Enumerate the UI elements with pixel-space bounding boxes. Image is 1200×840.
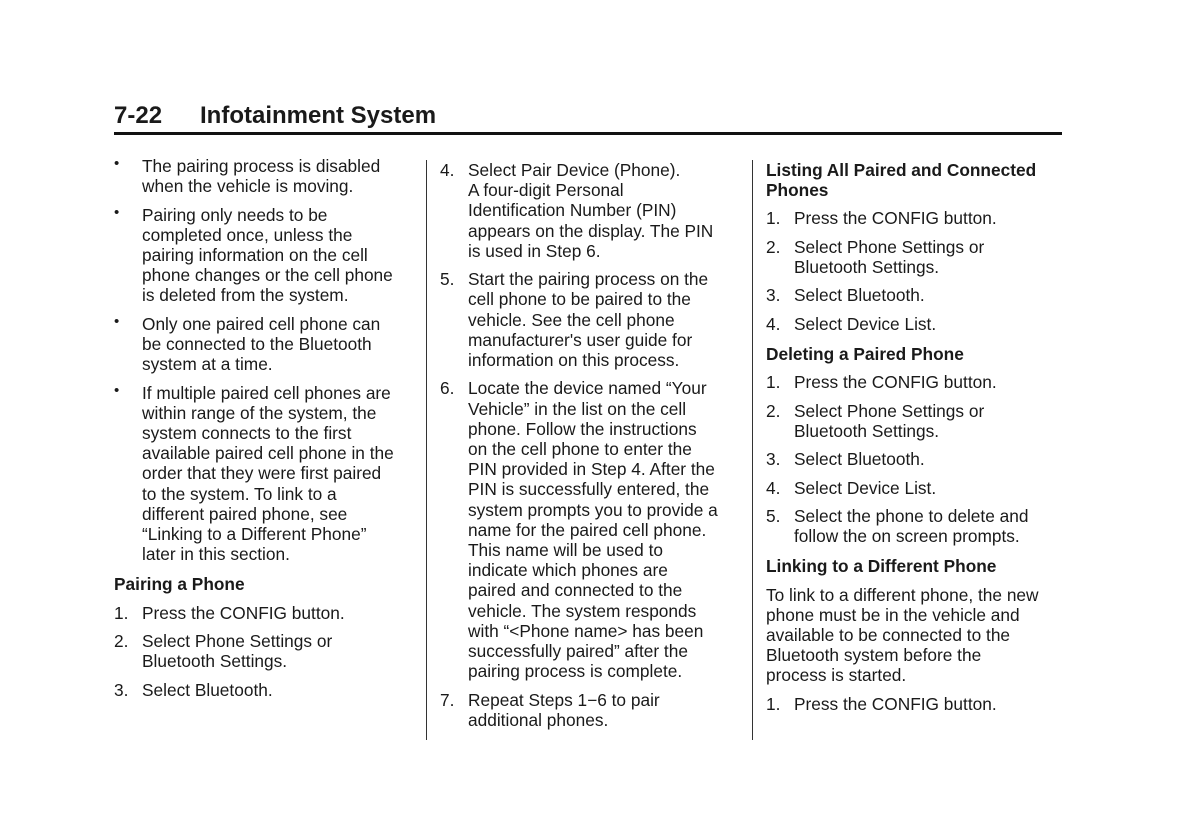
step-item xyxy=(114,680,414,700)
step-item xyxy=(440,378,740,681)
item-text-line: indicate which phones are xyxy=(468,560,668,581)
item-text-line: Press the CONFIG button. xyxy=(794,208,997,229)
step-item xyxy=(440,269,740,370)
item-text-line: system at a time. xyxy=(142,354,273,375)
step-item xyxy=(766,694,1066,714)
item-text-line: is deleted from the system. xyxy=(142,285,349,306)
step-number: 1. xyxy=(766,693,781,714)
item-text-line: phone changes or the cell phone xyxy=(142,265,393,286)
step-item xyxy=(440,160,740,261)
item-text-line: successfully paired” after the xyxy=(468,641,688,662)
item-text-line: when the vehicle is moving. xyxy=(142,176,354,197)
step-number: 2. xyxy=(766,236,781,257)
item-text-line: follow the on screen prompts. xyxy=(794,526,1020,547)
item-text xyxy=(468,269,740,370)
step-number: 2. xyxy=(766,400,781,421)
item-text-line: Select Phone Settings or xyxy=(142,631,333,652)
step-number: 4. xyxy=(766,477,781,498)
item-text-line: If multiple paired cell phones are xyxy=(142,382,391,403)
item-text-line: system connects to the first xyxy=(142,423,352,443)
item-text xyxy=(142,603,414,623)
item-text-line: on the cell phone to enter the xyxy=(468,439,692,460)
item-text-line: PIN provided in Step 4. After the xyxy=(468,459,715,480)
item-text-line: vehicle. See the cell phone xyxy=(468,309,675,330)
section-title: Infotainment System xyxy=(200,102,437,129)
step-number: 2. xyxy=(114,631,129,652)
step-item xyxy=(114,603,414,623)
item-text-line: to the system. To link to a xyxy=(142,483,337,504)
step-number: 3. xyxy=(766,449,781,470)
item-text-line: manufacturer's user guide for xyxy=(468,329,693,350)
step-item xyxy=(766,372,1066,392)
item-text-line: “Linking to a Different Phone” xyxy=(142,524,367,545)
bullet-marker: • xyxy=(114,203,120,221)
item-text-line: Locate the device named “Your xyxy=(468,378,707,399)
paragraph-line: Bluetooth system before the xyxy=(766,645,982,666)
item-text xyxy=(794,449,1066,469)
step-number: 5. xyxy=(440,269,455,290)
step-item xyxy=(766,208,1066,228)
item-text xyxy=(794,506,1066,546)
item-text-line: Pairing only needs to be xyxy=(142,204,328,225)
item-text-line: cell phone to be paired to the xyxy=(468,289,691,310)
item-text xyxy=(142,314,414,375)
column-middle xyxy=(440,156,740,738)
column-left xyxy=(114,156,414,708)
column-divider-left xyxy=(426,160,427,740)
item-text-line: Select Pair Device (Phone). xyxy=(468,160,681,180)
step-item xyxy=(114,631,414,671)
column-right xyxy=(766,156,1066,722)
item-text-line: Select Device List. xyxy=(794,313,937,334)
step-item xyxy=(440,690,740,730)
item-text-line: completed once, unless the xyxy=(142,224,353,245)
item-text-line: appears on the display. The PIN xyxy=(468,220,714,241)
subheading xyxy=(766,344,1066,364)
item-text-line: Press the CONFIG button. xyxy=(142,602,345,623)
item-text-line: additional phones. xyxy=(468,709,609,730)
item-text xyxy=(142,156,414,196)
item-text-line: Select Bluetooth. xyxy=(794,285,925,306)
step-number: 1. xyxy=(766,372,781,393)
item-text-line: later in this section. xyxy=(142,544,290,565)
step-item xyxy=(766,401,1066,441)
item-text-line: is used in Step 6. xyxy=(468,240,601,261)
paragraph-line: To link to a different phone, the new xyxy=(766,584,1039,605)
item-text-line: Press the CONFIG button. xyxy=(794,372,997,393)
item-text-line: This name will be used to xyxy=(468,540,663,561)
bullet-marker: • xyxy=(114,155,120,172)
step-number: 3. xyxy=(766,285,781,306)
item-text-line: within range of the system, the xyxy=(142,402,377,423)
item-text xyxy=(142,631,414,671)
step-item xyxy=(766,285,1066,305)
bullet-marker: • xyxy=(114,381,120,399)
page-number: 7-22 xyxy=(114,102,163,129)
item-text-line: Select Phone Settings or xyxy=(794,400,985,421)
subheading-pairing-a-phone: Pairing a Phone xyxy=(114,574,245,595)
paragraph-line: process is started. xyxy=(766,665,907,686)
item-text-line: system prompts you to provide a xyxy=(468,499,718,520)
paragraph-line: phone must be in the vehicle and xyxy=(766,604,1020,625)
item-text-line: order that they were first paired xyxy=(142,463,382,484)
step-number: 4. xyxy=(766,313,781,334)
item-text-line: pairing information on the cell xyxy=(142,245,368,265)
item-text-line: Bluetooth Settings. xyxy=(142,651,288,672)
step-number: 4. xyxy=(440,160,455,180)
item-text-line: Start the pairing process on the xyxy=(468,269,709,290)
item-text-line: available paired cell phone in the xyxy=(142,443,394,464)
item-text xyxy=(794,237,1066,277)
bullet-item xyxy=(114,383,414,565)
item-text xyxy=(142,680,414,700)
item-text-line: PIN is successfully entered, the xyxy=(468,479,710,500)
step-item xyxy=(766,314,1066,334)
item-text xyxy=(794,694,1066,714)
item-text xyxy=(468,378,740,681)
item-text xyxy=(794,401,1066,441)
item-text-line: Only one paired cell phone can xyxy=(142,313,381,334)
item-text xyxy=(142,383,414,565)
subheading-line: Listing All Paired and Connected xyxy=(766,160,1037,180)
step-number: 1. xyxy=(766,208,781,229)
item-text-line: Press the CONFIG button. xyxy=(794,693,997,714)
step-item xyxy=(766,506,1066,546)
step-item xyxy=(766,237,1066,277)
step-number: 5. xyxy=(766,505,781,526)
item-text-line: information on this process. xyxy=(468,350,680,371)
bullet-marker: • xyxy=(114,312,120,330)
item-text-line: Bluetooth Settings. xyxy=(794,420,940,441)
subheading xyxy=(766,556,1066,576)
bullet-item xyxy=(114,314,414,375)
step-list xyxy=(440,160,740,730)
item-text xyxy=(794,208,1066,228)
subheading xyxy=(766,160,1066,200)
paragraph xyxy=(766,585,1066,686)
item-text xyxy=(794,372,1066,392)
item-text xyxy=(794,478,1066,498)
item-text-line: Select Bluetooth. xyxy=(794,449,925,470)
item-text xyxy=(468,690,740,730)
item-text xyxy=(794,314,1066,334)
item-text-line: Select Phone Settings or xyxy=(794,236,985,257)
page-header xyxy=(114,100,1062,135)
paragraph-line: available to be connected to the xyxy=(766,624,1011,645)
item-text-line: phone. Follow the instructions xyxy=(468,418,697,439)
item-text-line: pairing process is complete. xyxy=(468,661,683,682)
bullet-item xyxy=(114,156,414,196)
item-text-line: Identification Number (PIN) xyxy=(468,200,677,221)
subheading-line: Phones xyxy=(766,180,829,201)
item-text-line: Select Bluetooth. xyxy=(142,679,273,700)
step-number: 6. xyxy=(440,378,455,399)
column-divider-right xyxy=(752,160,753,740)
step-number: 7. xyxy=(440,689,455,710)
item-text-line: Repeat Steps 1−6 to pair xyxy=(468,689,660,710)
item-text-line: different paired phone, see xyxy=(142,503,348,524)
step-item xyxy=(766,449,1066,469)
item-text-line: with “<Phone name> has been xyxy=(468,620,704,641)
item-text-line: name for the paired cell phone. xyxy=(468,519,707,540)
item-text-line: be connected to the Bluetooth xyxy=(142,334,372,354)
item-text-line: A four-digit Personal xyxy=(468,180,624,201)
step-item xyxy=(766,478,1066,498)
item-text-line: Vehicle” in the list on the cell xyxy=(468,398,687,419)
item-text xyxy=(794,285,1066,305)
item-text-line: Select the phone to delete and xyxy=(794,505,1029,526)
item-text-line: paired and connected to the xyxy=(468,580,683,601)
subheading-line: Linking to a Different Phone xyxy=(766,556,997,577)
item-text-line: Bluetooth Settings. xyxy=(794,257,940,277)
item-text xyxy=(468,160,740,261)
item-text-line: The pairing process is disabled xyxy=(142,156,381,176)
subheading-line: Deleting a Paired Phone xyxy=(766,343,964,364)
step-number: 3. xyxy=(114,679,129,700)
item-text xyxy=(142,205,414,306)
step-number: 1. xyxy=(114,602,129,623)
bullet-item xyxy=(114,205,414,306)
item-text-line: Select Device List. xyxy=(794,477,937,498)
item-text-line: vehicle. The system responds xyxy=(468,600,697,621)
